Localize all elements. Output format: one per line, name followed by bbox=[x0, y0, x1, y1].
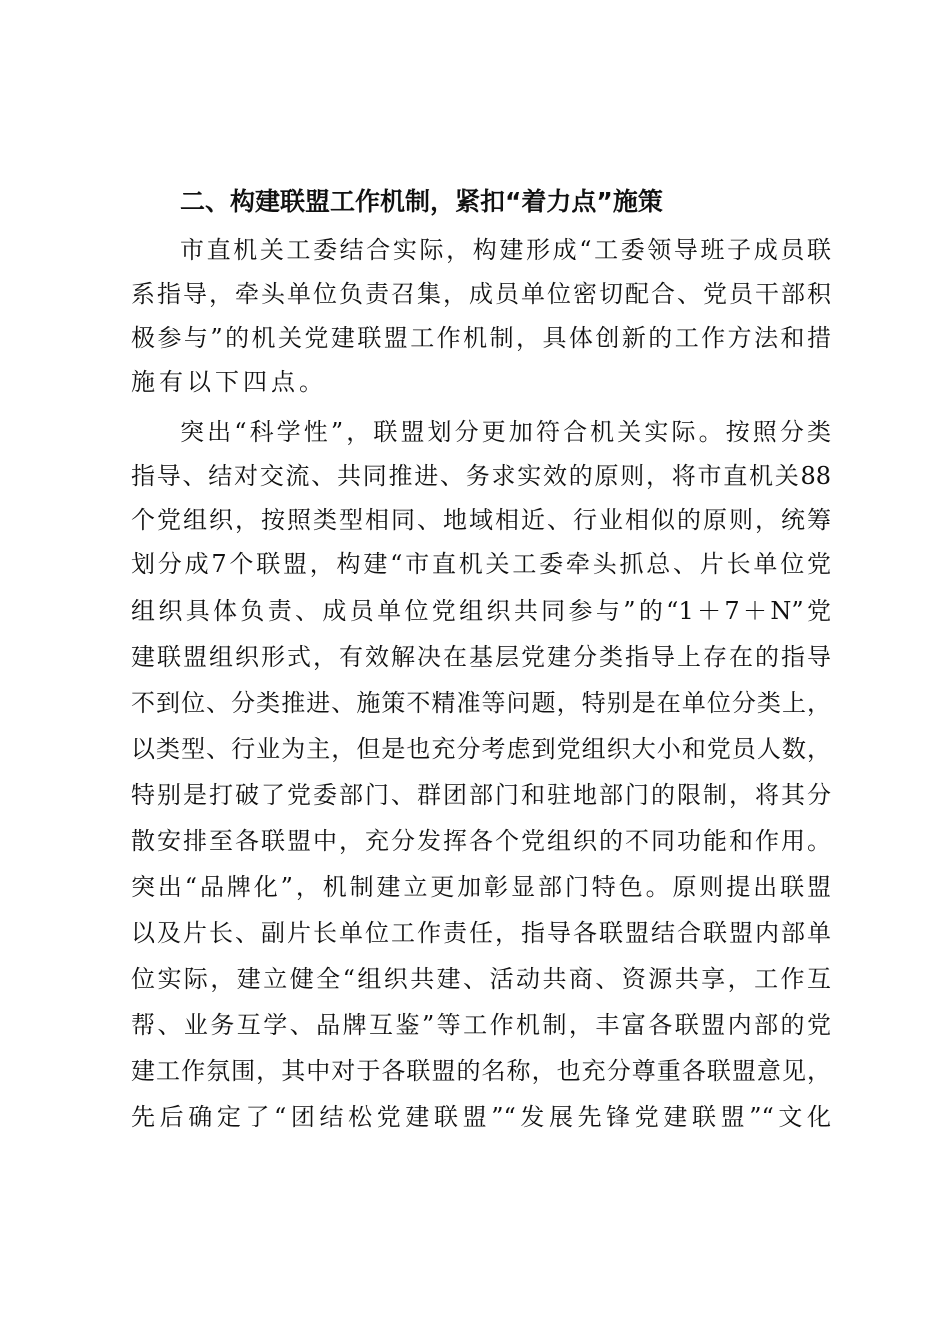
section-heading: 二、构建联盟工作机制，紧扣“着力点”施策 bbox=[180, 187, 663, 216]
paragraph-line: 划分成7个联盟，构建“市直机关工委牵头抓总、片长单位党 bbox=[131, 550, 831, 578]
paragraph-line: 建工作氛围，其中对于各联盟的名称，也充分尊重各联盟意见， bbox=[131, 1057, 831, 1085]
paragraph-line: 以类型、行业为主，但是也充分考虑到党组织大小和党员人数， bbox=[131, 735, 831, 763]
paragraph-line: 系指导，牵头单位负责召集，成员单位密切配合、党员干部积 bbox=[131, 280, 831, 308]
paragraph-line: 组织具体负责、成员单位党组织共同参与”的“1＋7＋N”党 bbox=[131, 597, 831, 625]
paragraph-line: 不到位、分类推进、施策不精准等问题，特别是在单位分类上， bbox=[131, 689, 831, 717]
paragraph-line: 帮、业务互学、品牌互鉴”等工作机制，丰富各联盟内部的党 bbox=[131, 1011, 831, 1039]
paragraph-line: 散安排至各联盟中，充分发挥各个党组织的不同功能和作用。 bbox=[131, 827, 831, 855]
paragraph-line: 个党组织，按照类型相同、地域相近、行业相似的原则，统筹 bbox=[131, 506, 831, 534]
paragraph-line: 突出“科学性”，联盟划分更加符合机关实际。按照分类 bbox=[180, 418, 831, 446]
paragraph-line: 市直机关工委结合实际，构建形成“工委领导班子成员联 bbox=[180, 236, 831, 264]
paragraph-line: 突出“品牌化”，机制建立更加彰显部门特色。原则提出联盟 bbox=[131, 873, 831, 901]
paragraph-line: 指导、结对交流、共同推进、务求实效的原则，将市直机关88 bbox=[131, 462, 831, 490]
paragraph-line: 施有以下四点。 bbox=[131, 368, 327, 396]
paragraph-line: 特别是打破了党委部门、群团部门和驻地部门的限制，将其分 bbox=[131, 781, 831, 809]
paragraph-line: 位实际，建立健全“组织共建、活动共商、资源共享，工作互 bbox=[131, 965, 831, 993]
paragraph-line: 以及片长、副片长单位工作责任，指导各联盟结合联盟内部单 bbox=[131, 919, 831, 947]
paragraph-line: 极参与”的机关党建联盟工作机制，具体创新的工作方法和措 bbox=[131, 324, 831, 352]
paragraph-line: 建联盟组织形式，有效解决在基层党建分类指导上存在的指导 bbox=[131, 643, 831, 671]
paragraph-line: 先后确定了“团结松党建联盟”“发展先锋党建联盟”“文化 bbox=[131, 1103, 831, 1131]
